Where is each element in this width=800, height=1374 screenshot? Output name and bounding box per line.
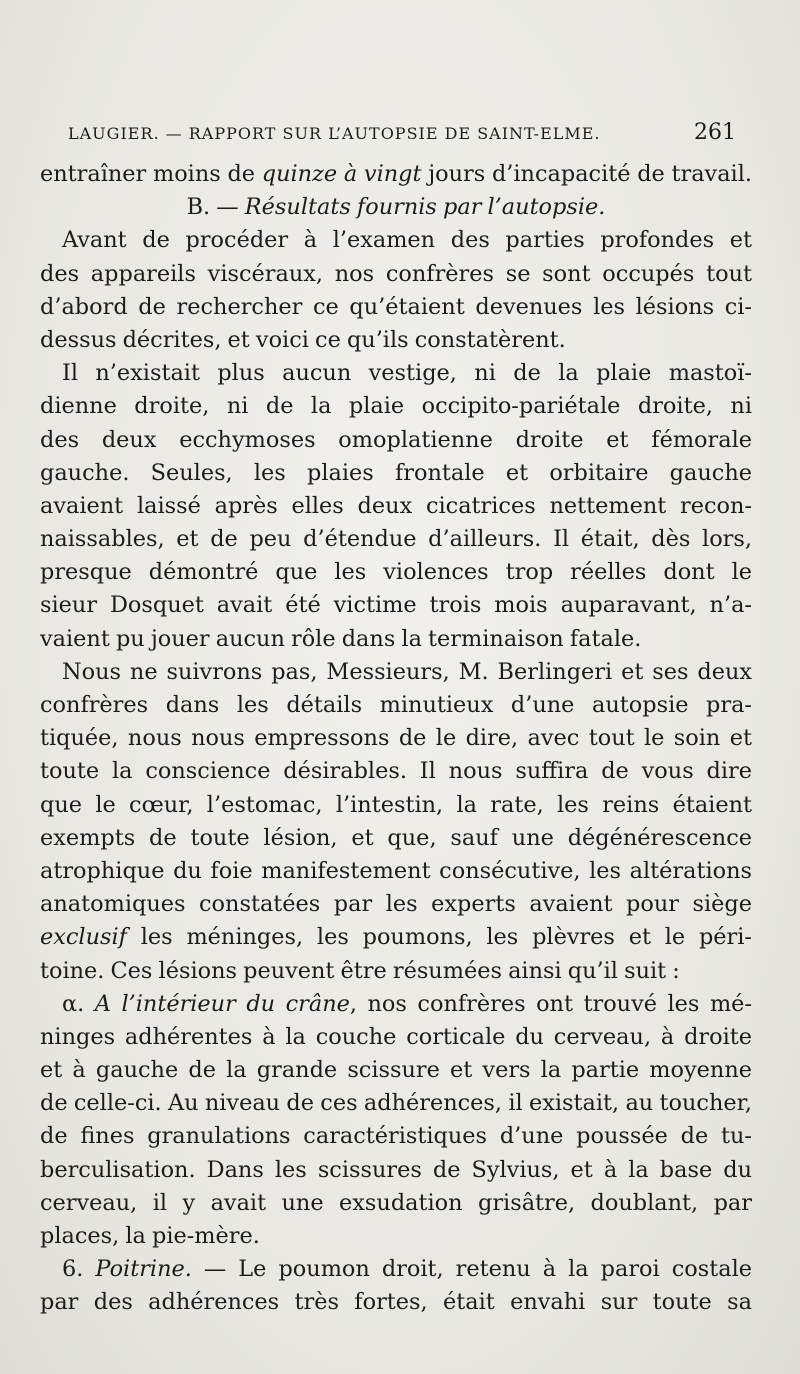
running-header (68, 120, 736, 145)
list-marker: α. (62, 990, 95, 1017)
heading-title: Résultats fournis par l’autopsie. (244, 194, 606, 221)
text-line: avaient laissé après elles deux cicatrices nettement recon- (40, 492, 752, 519)
text-line: atrophique du foie manifestement consécutive, les altérations (40, 857, 752, 884)
body-text (40, 158, 752, 1320)
running-title: LAUGIER. — RAPPORT SUR L’AUTOPSIE DE SAINT-ELME. (68, 124, 601, 143)
text-line: dienne droite, ni de la plaie occipito-pariétale droite, ni (40, 393, 752, 420)
text-line: des deux ecchymoses omoplatienne droite et fémorale (40, 426, 752, 453)
text-line: toine. Ces lésions peuvent être résumées ainsi qu’il suit : (40, 957, 680, 984)
text-run: , nos confrères ont trouvé les mé- (349, 990, 752, 1017)
text-line: de celle-ci. Au niveau de ces adhérences, il existait, au toucher, (40, 1090, 752, 1117)
text-line: exempts de toute lésion, et que, sauf une dégénérescence (40, 824, 752, 851)
text-line: par des adhérences très fortes, était envahi sur toute sa (40, 1289, 752, 1316)
text-line: dessus décrites, et voici ce qu’ils constatèrent. (40, 326, 566, 353)
text-line: berculisation. Dans les scissures de Sylvius, et à la base du (40, 1156, 752, 1183)
text-line: ninges adhérentes à la couche corticale du cerveau, à droite (40, 1023, 752, 1050)
text-line (40, 921, 752, 954)
text-line: vaient pu jouer aucun rôle dans la terminaison fatale. (40, 625, 642, 652)
text-line: places, la pie-mère. (40, 1223, 260, 1249)
text-line: Avant de procéder à l’examen des parties profondes et (62, 227, 752, 254)
text-line: confrères dans les détails minutieux d’une autopsie pra- (40, 692, 752, 718)
text-line: gauche. Seules, les plaies frontale et orbitaire gauche (40, 459, 752, 486)
text-line: Nous ne suivrons pas, Messieurs, M. Berlingeri et ses deux (62, 658, 752, 685)
text-line: que le cœur, l’estomac, l’intestin, la rate, les reins étaient (40, 791, 752, 818)
italic-run: A l’intérieur du crâne (94, 990, 350, 1017)
italic-run: exclusif (40, 924, 127, 951)
text-line: Il n’existait plus aucun vestige, ni de la plaie mastoï- (62, 360, 752, 387)
text-line: tiquée, nous nous empressons de le dire, avec tout le soin et (40, 725, 752, 752)
heading-label: B. — (186, 194, 245, 221)
text-line: naissables, et de peu d’étendue d’ailleurs. Il était, dès lors, (40, 526, 752, 553)
text-line: sieur Dosquet avait été victime trois mois auparavant, n’a- (40, 592, 752, 619)
section-heading (40, 191, 752, 224)
text-line: presque démontré que les violences trop réelles dont le (40, 559, 752, 586)
italic-run: quinze à vingt (261, 161, 422, 187)
italic-run: Poitrine. (95, 1256, 192, 1283)
text-line (40, 158, 752, 191)
list-marker: 6. (62, 1256, 96, 1283)
text-line: et à gauche de la grande scissure et vers la partie moyenne (40, 1057, 752, 1084)
text-line: des appareils viscéraux, nos confrères se sont occupés tout (40, 260, 752, 287)
text-run: entraîner moins de (40, 161, 262, 187)
text-line: cerveau, il y avait une exsudation grisâtre, doublant, par (40, 1189, 752, 1216)
text-line: de fines granulations caractéristiques d’une poussée de tu- (40, 1123, 752, 1150)
text-run: les méninges, les poumons, les plèvres et le péri- (126, 924, 752, 951)
text-line: anatomiques constatées par les experts avaient pour siège (40, 891, 752, 918)
text-run: — Le poumon droit, retenu à la paroi costale (191, 1256, 752, 1283)
text-line (40, 988, 752, 1021)
page-number: 261 (694, 120, 736, 145)
text-line (40, 1253, 752, 1286)
text-line: d’abord de rechercher ce qu’étaient devenues les lésions ci- (40, 293, 752, 320)
text-line: toute la conscience désirables. Il nous suffira de vous dire (40, 758, 752, 785)
text-run: jours d’incapacité de travail. (421, 161, 752, 187)
